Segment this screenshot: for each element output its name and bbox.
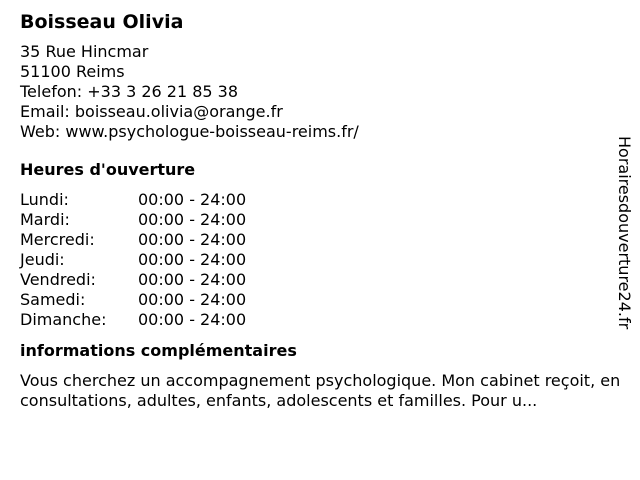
- hours-row-wednesday: [20, 230, 630, 250]
- address-city: 51100 Reims: [20, 62, 125, 81]
- hours-row-monday: [20, 190, 630, 210]
- time-range: 00:00 - 24:00: [138, 310, 247, 329]
- time-range: 00:00 - 24:00: [138, 230, 247, 249]
- time-range: 00:00 - 24:00: [138, 290, 247, 309]
- time-range: 00:00 - 24:00: [138, 250, 247, 269]
- day-label: Jeudi:: [20, 250, 65, 269]
- time-range: 00:00 - 24:00: [138, 190, 247, 209]
- additional-info-text: Vous cherchez un accompagnement psychologique. Mon cabinet reçoit, en consultations, adultes, enfants, adolescents et familles. Pour u...: [20, 371, 621, 410]
- time-range: 00:00 - 24:00: [138, 270, 247, 289]
- opening-hours-table: [20, 190, 630, 330]
- day-label: Samedi:: [20, 290, 86, 309]
- hours-row-tuesday: [20, 210, 630, 230]
- hours-row-thursday: [20, 250, 630, 270]
- address-street: 35 Rue Hincmar: [20, 42, 149, 61]
- email-line: Email: boisseau.olivia@orange.fr: [20, 102, 283, 121]
- hours-row-saturday: [20, 290, 630, 310]
- phone-line: Telefon: +33 3 26 21 85 38: [20, 82, 239, 101]
- day-label: Vendredi:: [20, 270, 96, 289]
- business-name: Boisseau Olivia: [20, 11, 184, 33]
- day-label: Dimanche:: [20, 310, 107, 329]
- opening-hours-title: Heures d'ouverture: [20, 160, 196, 179]
- hours-row-sunday: [20, 310, 630, 330]
- day-label: Mercredi:: [20, 230, 95, 249]
- business-card: [20, 10, 630, 411]
- website-line: Web: www.psychologue-boisseau-reims.fr/: [20, 122, 359, 141]
- additional-info-title: informations complémentaires: [20, 341, 297, 360]
- day-label: Lundi:: [20, 190, 69, 209]
- hours-row-friday: [20, 270, 630, 290]
- site-watermark: Horairesdouverture24.fr: [615, 136, 634, 330]
- day-label: Mardi:: [20, 210, 70, 229]
- time-range: 00:00 - 24:00: [138, 210, 247, 229]
